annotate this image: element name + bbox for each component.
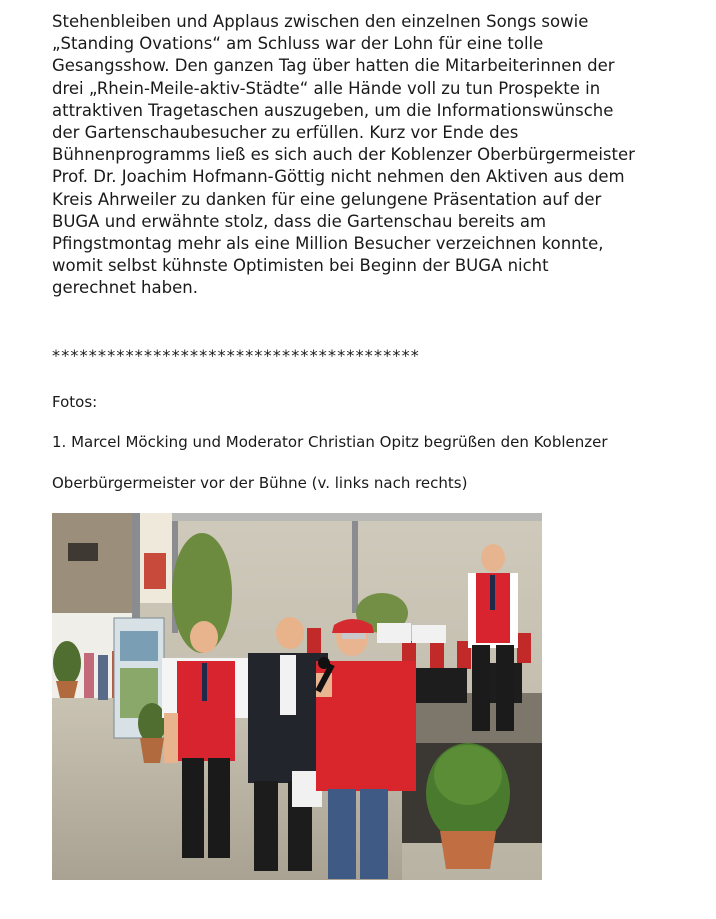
paragraph-line: Gesangsshow. Den ganzen Tag über hatten die Mitarbeiterinnen der bbox=[52, 56, 615, 76]
paragraph-line: Bühnenprogramms ließ es sich auch der Koblenzer Oberbürgermeister bbox=[52, 145, 635, 165]
paragraph-line: womit selbst kühnste Optimisten bei Beginn der BUGA nicht bbox=[52, 256, 549, 276]
paragraph-line: attraktiven Tragetaschen auszugeben, um die Informationswünsche bbox=[52, 100, 614, 120]
paragraph-line: gerechnet haben. bbox=[52, 278, 198, 298]
paragraph-line: drei „Rhein-Meile-aktiv-Städte“ alle Hände voll zu tun Prospekte in bbox=[52, 78, 601, 98]
article-paragraph bbox=[52, 11, 712, 300]
paragraph-line: Prof. Dr. Joachim Hofmann-Göttig nicht nehmen den Aktiven aus dem bbox=[52, 167, 625, 187]
paragraph-line: BUGA und erwähnte stolz, dass die Gartenschau bereits am bbox=[52, 211, 547, 231]
article-body bbox=[52, 11, 712, 300]
fotos-label: Fotos: bbox=[52, 393, 98, 411]
section-separator: **************************************** bbox=[52, 346, 420, 365]
paragraph-line: Stehenbleiben und Applaus zwischen den einzelnen Songs sowie bbox=[52, 12, 589, 31]
paragraph-line: Pfingstmontag mehr als eine Million Besucher verzeichnen konnte, bbox=[52, 234, 604, 254]
paragraph-line: der Gartenschaubesucher zu erfüllen. Kurz vor Ende des bbox=[52, 123, 519, 143]
paragraph-line: „Standing Ovations“ am Schluss war der Lohn für eine tolle bbox=[52, 34, 544, 54]
photo-caption-line-2: Oberbürgermeister vor der Bühne (v. links nach rechts) bbox=[52, 474, 468, 492]
paragraph-line: Kreis Ahrweiler zu danken für eine gelungene Präsentation auf der bbox=[52, 189, 602, 209]
photo-caption-line-1: 1. Marcel Möcking und Moderator Christian Opitz begrüßen den Koblenzer bbox=[52, 433, 608, 451]
event-photo bbox=[52, 513, 542, 880]
